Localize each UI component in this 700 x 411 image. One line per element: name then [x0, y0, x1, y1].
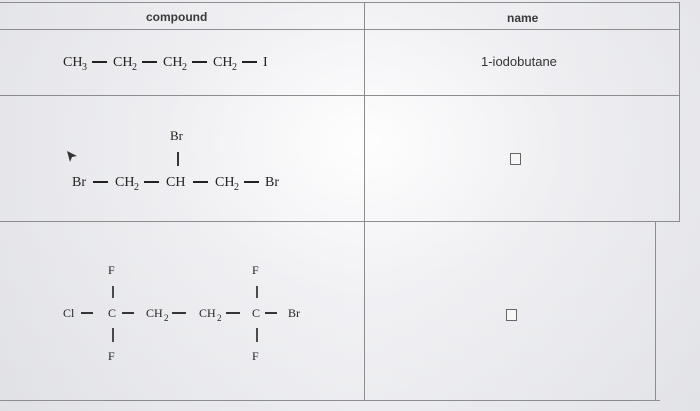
table-right-border: [679, 2, 680, 222]
table-bottom-border: [0, 400, 660, 401]
subscript: 2: [164, 313, 169, 323]
atom-ch: CH: [213, 55, 233, 70]
subscript: 2: [132, 62, 137, 73]
header-divider: [0, 29, 680, 30]
name-column-header: name: [507, 11, 539, 25]
atom-cl: Cl: [63, 306, 75, 320]
atom-ch: CH: [199, 306, 216, 320]
atom-ch: CH: [113, 55, 133, 70]
compound-3-formula: [60, 258, 320, 368]
atom-i: I: [263, 55, 268, 70]
subscript: 2: [217, 313, 222, 323]
atom-f: F: [108, 349, 115, 363]
atom-br: Br: [72, 175, 86, 190]
subscript: 3: [82, 62, 87, 73]
atom-ch: CH: [146, 306, 163, 320]
atom-br: Br: [170, 128, 183, 143]
compound-2-formula: [60, 124, 320, 196]
mouse-pointer-icon: [66, 150, 78, 164]
atom-ch: CH: [166, 175, 186, 190]
atom-br: Br: [265, 175, 279, 190]
atom-ch: CH: [163, 55, 183, 70]
subscript: 2: [232, 62, 237, 73]
atom-ch: CH: [215, 175, 235, 190]
atom-c: C: [108, 306, 117, 320]
compound-2-name-input[interactable]: [510, 153, 521, 165]
row-divider-2: [0, 221, 680, 222]
compound-name-table: [0, 2, 680, 402]
atom-c: C: [252, 306, 261, 320]
atom-ch: CH: [63, 55, 83, 70]
compound-3-name-input[interactable]: [506, 309, 517, 321]
subscript: 2: [182, 62, 187, 73]
compound-1-formula: [55, 48, 315, 76]
compound-1-name: 1-iodobutane: [481, 54, 557, 69]
row-divider-1: [0, 95, 680, 96]
column-divider: [364, 2, 365, 401]
compound-column-header: compound: [146, 10, 208, 24]
atom-f: F: [108, 263, 115, 277]
atom-ch: CH: [115, 175, 135, 190]
subscript: 2: [134, 182, 139, 193]
table-top-border: [0, 2, 680, 3]
subscript: 2: [234, 182, 239, 193]
atom-f: F: [252, 263, 259, 277]
table-right-border-lower: [655, 221, 656, 401]
atom-br: Br: [288, 306, 300, 320]
atom-f: F: [252, 349, 259, 363]
